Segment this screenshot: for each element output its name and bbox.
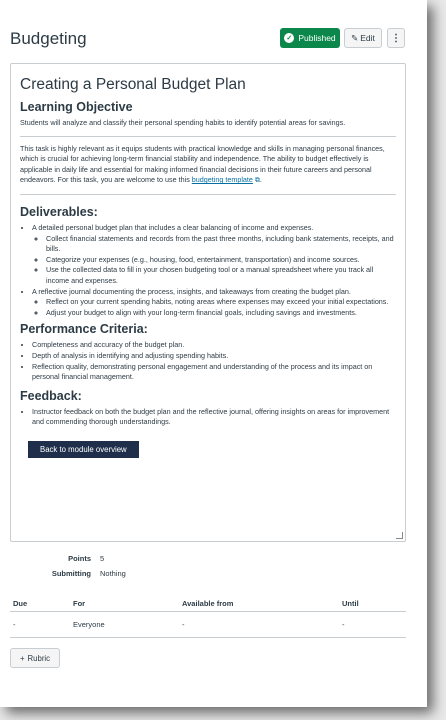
list-item: ◦ Adjust your budget to align with your long-term financial goals, including savings and investments. [46, 308, 396, 319]
criteria-heading: Performance Criteria: [20, 322, 148, 337]
page-title: Budgeting [10, 29, 87, 48]
list-item: ◦ Collect financial statements and records from the past three months, including bank statements, receipts, and bills. [46, 234, 396, 255]
list-item: • Completeness and accuracy of the budget plan. [32, 340, 396, 351]
column-header-until: Until [342, 599, 359, 608]
until-cell: - [342, 620, 345, 629]
list-item: ◦ Use the collected data to fill in your chosen budgeting tool or a manual spreadsheet where you track all income and expenses. [46, 265, 396, 286]
back-to-module-button[interactable]: Back to module overview [28, 441, 139, 458]
page-header [10, 26, 417, 54]
column-header-for: For [73, 599, 86, 608]
external-link-icon: ⧉ [252, 177, 260, 185]
points-label: Points [68, 554, 91, 563]
points-value: 5 [100, 554, 105, 563]
more-options-button[interactable]: ⋮ [387, 28, 405, 48]
relevance-text: This task is highly relevant as it equips students with practical knowledge and skills in managing personal finances, which is crucial for achieving long-term financial stability and independence. The ability to budget effectively is applicable in daily life and essential for making informed financial decisions in their future careers and personal endeavors. For this task, you are welcome to use this budgeting template ⧉. [20, 143, 385, 185]
pencil-icon: ✎ [351, 32, 359, 43]
published-button[interactable] [280, 28, 340, 48]
feedback-heading: Feedback: [20, 388, 82, 403]
divider [20, 136, 396, 137]
rubric-label: Rubric [27, 653, 51, 663]
criteria-list [20, 340, 396, 382]
edit-button[interactable] [344, 28, 382, 48]
resize-handle[interactable] [396, 532, 403, 539]
objective-heading: Learning Objective [20, 100, 133, 114]
submitting-label: Submitting [51, 569, 91, 578]
add-rubric-button[interactable] [10, 648, 60, 668]
for-cell: Everyone [73, 620, 105, 629]
check-circle-icon: ✓ [284, 33, 294, 43]
column-header-available-from: Available from [182, 599, 234, 608]
list-item: • Depth of analysis in identifying and adjusting spending habits. [32, 351, 396, 362]
list-item: • Instructor feedback on both the budget plan and the reflective journal, offering insights on areas for improvement and commending thorough understandings. [32, 407, 396, 428]
plus-icon: + [19, 653, 25, 663]
list-item: ◦ Reflect on your current spending habits, noting areas where expenses may exceed your initial expectations. [46, 297, 396, 308]
content-title: Creating a Personal Budget Plan [20, 76, 246, 93]
divider [20, 194, 396, 195]
list-item: • Reflection quality, demonstrating personal engagement and understanding of the process and its impact on personal financial management. [32, 362, 396, 383]
list-item: ◦ Categorize your expenses (e.g., housing, food, entertainment, transportation) and income sources. [46, 255, 396, 266]
available-from-cell: - [182, 620, 185, 629]
table-header [10, 595, 406, 612]
table-row [10, 616, 406, 638]
list-item: • A detailed personal budget plan that includes a clear balancing of income and expenses. ◦ Collect financial statements and records from the past three months, including bank statements, receipts, and bills. ◦ Categorize your expenses (e.g., housing, food, entertainment, transportation) and income sources. ◦ Use the collected data to fill in your chosen budgeting tool or a manual spreadsheet where you track all income and expenses. [32, 223, 396, 287]
column-header-due: Due [13, 599, 28, 608]
submitting-value: Nothing [100, 569, 126, 578]
deliverables-list [20, 223, 396, 318]
budgeting-template-link[interactable]: budgeting template [191, 175, 253, 185]
list-item: • A reflective journal documenting the process, insights, and takeaways from creating the budget plan. ◦ Reflect on your current spending habits, noting areas where expenses may exceed your initial expectations. ◦ Adjust your budget to align with your long-term financial goals, including savings and investments. [32, 287, 396, 319]
objective-text: Students will analyze and classify their personal spending habits to identify potential areas for savings. [20, 118, 346, 127]
edit-label: Edit [360, 33, 375, 43]
feedback-list [20, 407, 396, 428]
published-label: Published [298, 33, 336, 43]
assignment-description [10, 63, 406, 542]
due-cell: - [13, 620, 16, 629]
deliverables-heading: Deliverables: [20, 204, 98, 219]
